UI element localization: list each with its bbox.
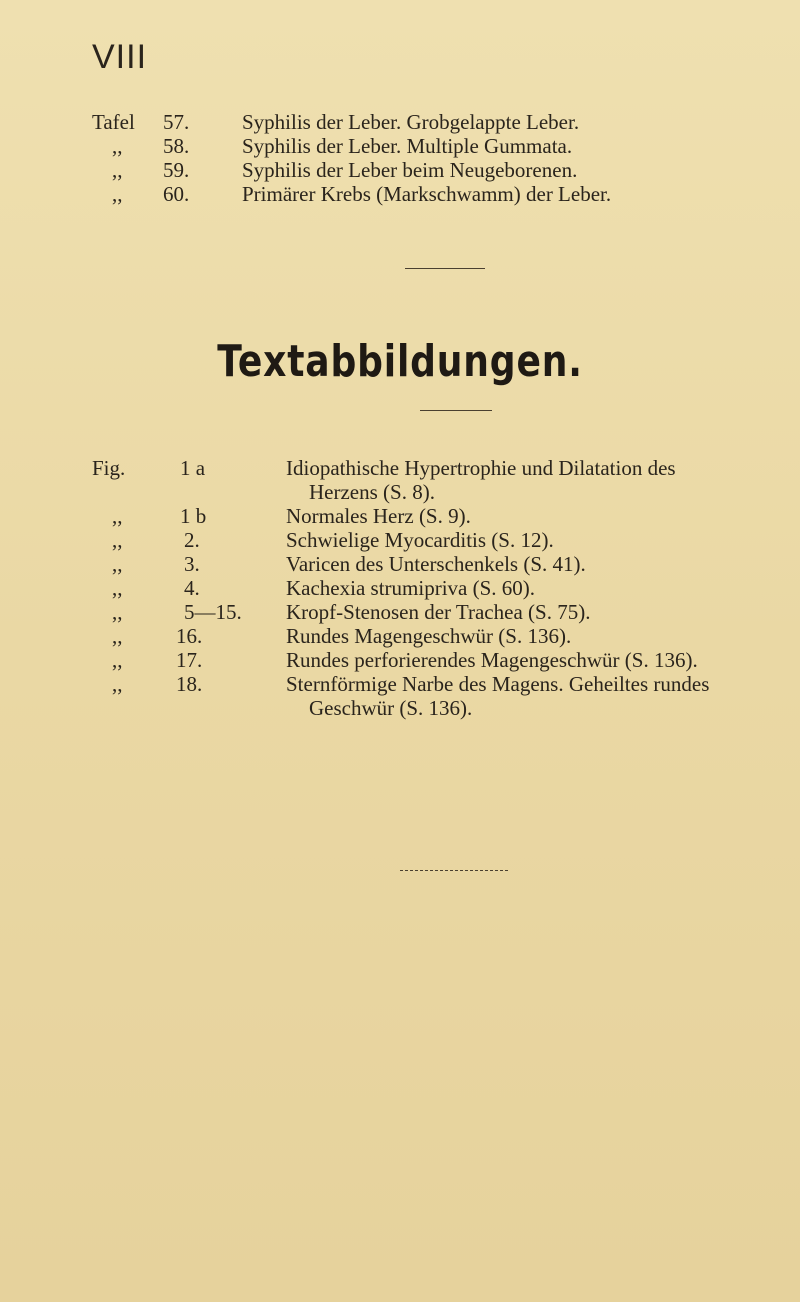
entry-title: Syphilis der Leber beim Neugeborenen.	[242, 158, 578, 182]
entry-title: Primärer Krebs (Markschwamm) der Leber.	[242, 182, 612, 206]
entry-title: Sternförmige Narbe des Magens. Geheiltes rundes	[286, 672, 710, 696]
entry-number: 59.	[163, 158, 190, 182]
entry-number: 57.	[163, 110, 190, 134]
entry-title: Kropf-Stenosen der Trachea (S. 75).	[286, 600, 591, 624]
entry-title-continuation: Geschwür (S. 136).	[309, 696, 473, 720]
entry-number: 58.	[163, 134, 190, 158]
entry-title-continuation: Herzens (S. 8).	[309, 480, 435, 504]
entry-number: 4.	[184, 576, 200, 600]
figure-entry-continuation	[309, 480, 435, 504]
entry-title: Rundes Magengeschwür (S. 136).	[286, 624, 572, 648]
entry-number: 2.	[184, 528, 200, 552]
entry-number: 18.	[176, 672, 203, 696]
entry-title: Rundes perforierendes Magengeschwür (S. 136).	[286, 648, 698, 672]
entry-title: Normales Herz (S. 9).	[286, 504, 471, 528]
entry-number: 16.	[176, 624, 203, 648]
entry-prefix: Tafel	[92, 110, 135, 134]
entry-title: Schwielige Myocarditis (S. 12).	[286, 528, 554, 552]
entry-prefix: ,,	[112, 672, 123, 696]
entry-prefix: ,,	[112, 576, 123, 600]
section-heading: Textabbildungen.	[217, 336, 583, 387]
entry-prefix: Fig.	[92, 456, 126, 480]
entry-prefix: ,,	[112, 134, 123, 158]
entry-prefix: ,,	[112, 552, 123, 576]
entry-prefix: ,,	[112, 504, 123, 528]
entry-title: Idiopathische Hypertrophie und Dilatation des	[286, 456, 676, 480]
entry-title: Kachexia strumipriva (S. 60).	[286, 576, 536, 600]
entry-number: 1 a	[180, 456, 206, 480]
entry-prefix: ,,	[112, 648, 123, 672]
entry-prefix: ,,	[112, 600, 123, 624]
entry-number: 17.	[176, 648, 203, 672]
entry-prefix: ,,	[112, 624, 123, 648]
entry-prefix: ,,	[112, 158, 123, 182]
divider-rule	[405, 268, 485, 269]
entry-prefix: ,,	[112, 528, 123, 552]
page-folio: VIII	[92, 38, 148, 76]
end-rule	[400, 870, 508, 871]
entry-title: Varicen des Unterschenkels (S. 41).	[286, 552, 586, 576]
entry-number: 1 b	[180, 504, 207, 528]
entry-prefix: ,,	[112, 182, 123, 206]
entry-title: Syphilis der Leber. Multiple Gummata.	[242, 134, 573, 158]
entry-title: Syphilis der Leber. Grobgelappte Leber.	[242, 110, 580, 134]
entry-number: 60.	[163, 182, 190, 206]
divider-rule	[420, 410, 492, 411]
figure-entry-continuation	[309, 696, 472, 720]
entry-number: 5—15.	[184, 600, 242, 624]
entry-number: 3.	[184, 552, 200, 576]
